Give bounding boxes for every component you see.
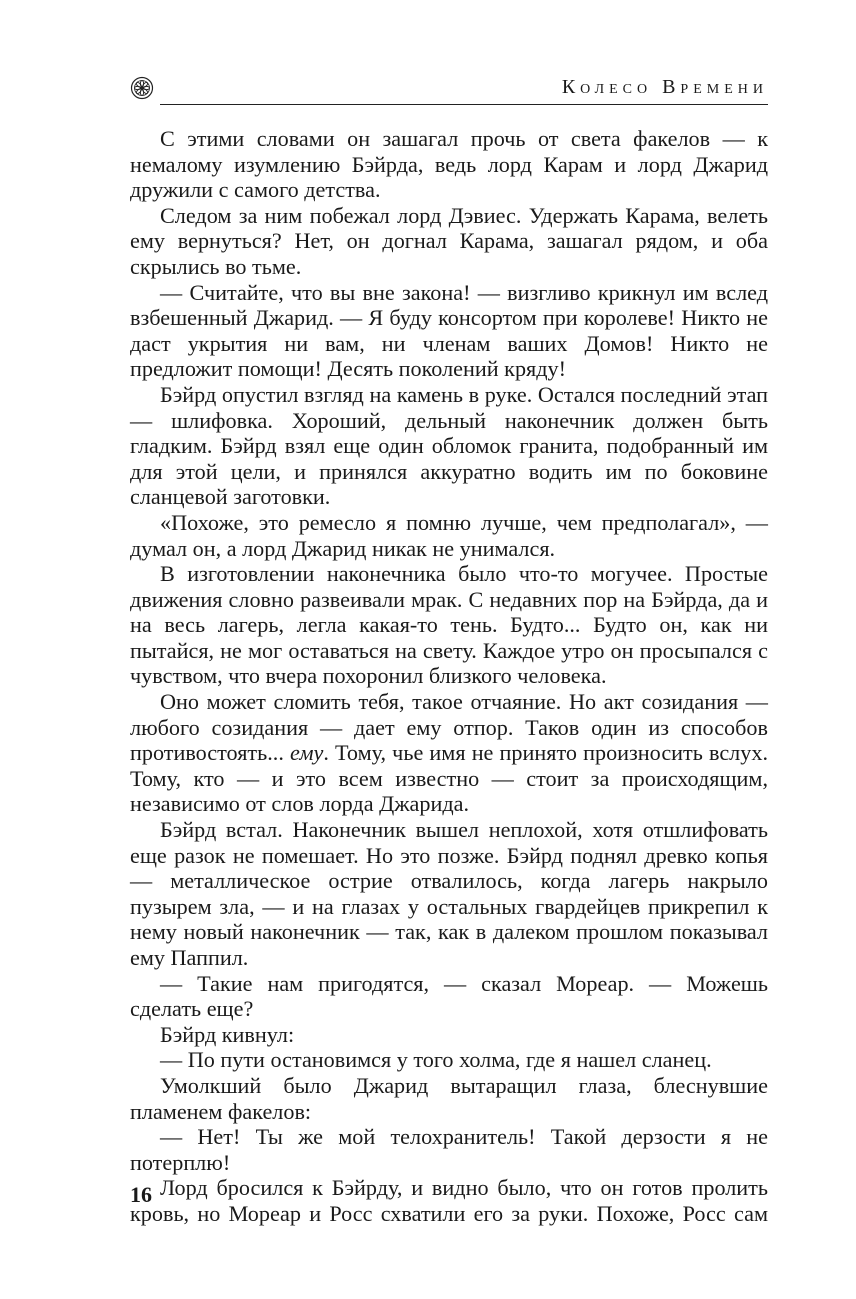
body-text [130,126,768,1227]
paragraph: Следом за ним побежал лорд Дэвиес. Удержать Карама, велеть ему вернуться? Нет, он догнал Карама, зашагал рядом, и оба скрылись во тьме. [130,202,768,279]
paragraph: С этими словами он зашагал прочь от света факелов — к немалому изумлению Бэйрда, ведь лорд Карам и лорд Джарид дружили с самого детства. [130,126,768,203]
paragraph: В изготовлении наконечника было что-то могучее. Простые движения словно развеивали мрак. С недавних пор на Бэйрда, да и на весь лагерь, легла какая-то тень. Будто... Будто он, как ни пытайся, не мог оставаться на свету. Каждое утро он просыпался с чувством, что вчера похоронил близкого человека. [130,561,768,689]
page-number: 16 [130,1182,152,1207]
paragraph: — По пути остановимся у того холма, где я нашел сланец. [160,1047,712,1073]
paragraph-text: Оно может сломить тебя, такое отчаяние. Но акт созидания — любого созидания — дает ему отпор. Таков один из способов противостоять... [130,689,768,766]
emphasis: ему [290,740,324,766]
paragraph: — Такие нам пригодятся, — сказал Мореар. — Можешь сделать еще? [130,970,768,1022]
paragraph: Умолкший было Джарид вытаращил глаза, блеснувшие пламенем факелов: [130,1072,768,1124]
wheel-emblem-icon [130,76,154,100]
book-title: Колесо Времени [561,76,768,98]
header-rule [160,104,768,105]
paragraph: — Считайте, что вы вне закона! — визгливо крикнул им вслед взбешенный Джарид. — Я буду консортом при королеве! Никто не даст укрытия ни вам, ни членам ваших Домов! Никто не предложит помощи! Десять поколений кряду! [130,279,768,382]
paragraph [130,689,768,817]
paragraph: «Похоже, это ремесло я помню лучше, чем предполагал», — думал он, а лорд Джарид никак не унимался. [130,509,768,561]
paragraph: Лорд бросился к Бэйрду, и видно было, что он готов пролить кровь, но Мореар и Росс схватили его за руки. Похоже, Росс сам [130,1175,768,1226]
paragraph: — Нет! Ты же мой телохранитель! Такой дерзости я не потерплю! [130,1124,768,1175]
paragraph: Бэйрд встал. Наконечник вышел неплохой, хотя отшлифовать еще разок не помешает. Но это позже. Бэйрд поднял древко копья — металлическое острие отвалилось, когда лагерь накрыло пузырем зла, — и на глазах у остальных гвардейцев прикрепил к нему новый наконечник — так, как в далеком прошлом показывал ему Паппил. [130,817,768,970]
paragraph: Бэйрд опустил взгляд на камень в руке. Остался последний этап — шлифовка. Хороший, дельный наконечник должен быть гладким. Бэйрд взял еще один обломок гранита, подобранный им для этой цели, и принялся аккуратно водить им по боковине сланцевой заготовки. [130,381,768,510]
running-header [130,74,768,108]
paragraph-text: . Тому, чье имя не принято произносить вслух. Тому, кто — и это всем известно — стоит за происходящим, независимо от слов лорда Джарида. [130,740,768,817]
paragraph: Бэйрд кивнул: [160,1021,295,1047]
